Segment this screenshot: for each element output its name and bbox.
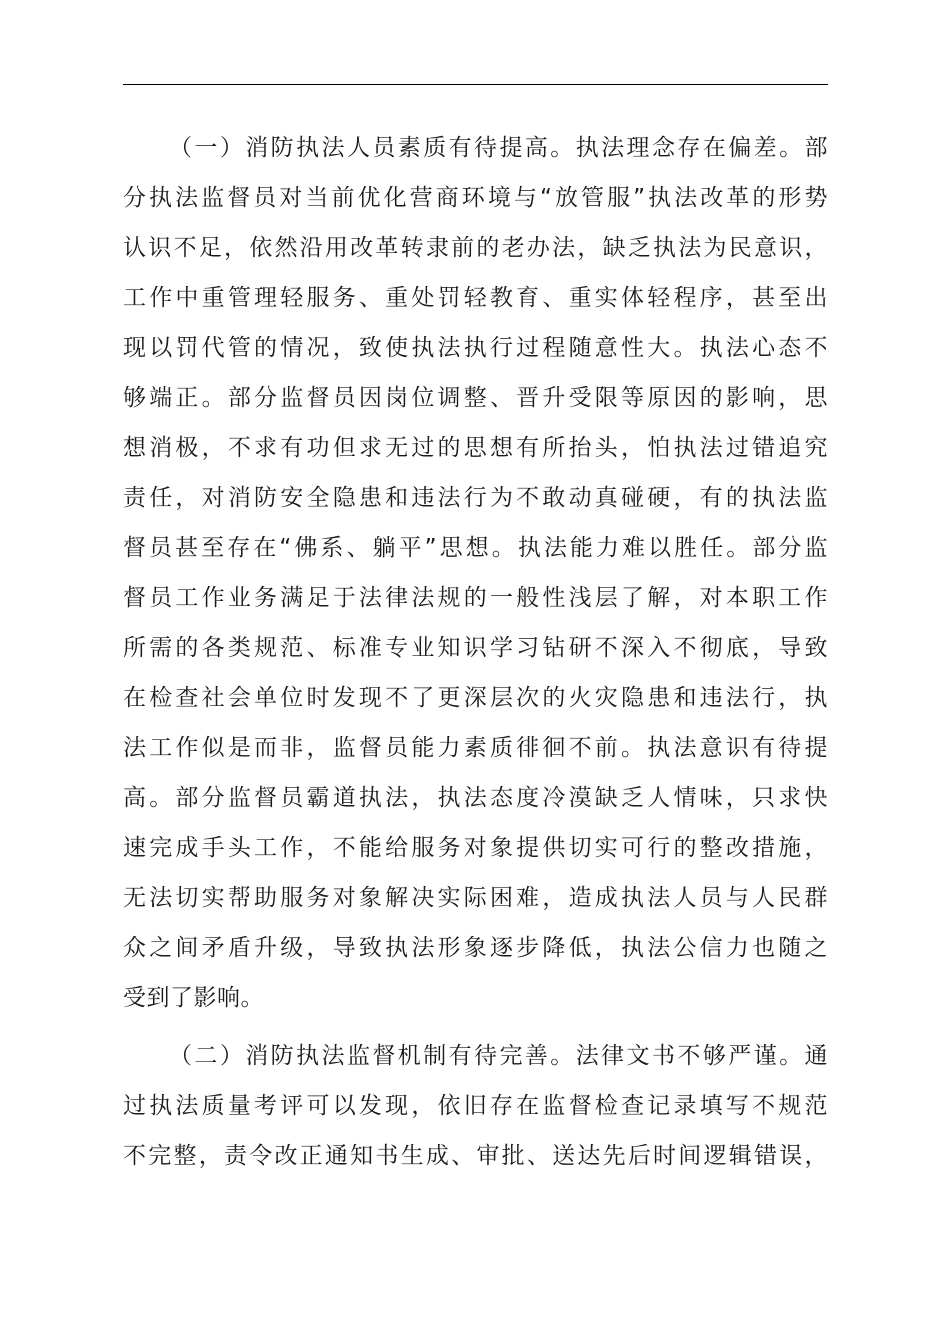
header-divider [123, 84, 828, 85]
text-line: 众之间矛盾升级，导致执法形象逐步降低，执法公信力也随之 [123, 935, 828, 961]
text-line: 工作中重管理轻服务、重处罚轻教育、重实体轻程序，甚至出 [123, 285, 828, 311]
text-line: 法工作似是而非，监督员能力素质徘徊不前。执法意识有待提 [123, 735, 828, 761]
paragraph-2 [123, 1031, 828, 1181]
text-line: （一）消防执法人员素质有待提高。执法理念存在偏差。部 [169, 135, 828, 161]
text-line: 在检查社会单位时发现不了更深层次的火灾隐患和违法行，执 [123, 685, 828, 711]
text-line: 督员甚至存在“佛系、躺平”思想。执法能力难以胜任。部分监 [123, 535, 828, 561]
document-body [123, 123, 828, 1189]
text-line: 分执法监督员对当前优化营商环境与“放管服”执法改革的形势 [123, 185, 828, 211]
text-line: 现以罚代管的情况，致使执法执行过程随意性大。执法心态不 [123, 335, 828, 361]
text-line: 督员工作业务满足于法律法规的一般性浅层了解，对本职工作 [123, 585, 828, 611]
text-line: 想消极，不求有功但求无过的思想有所抬头，怕执法过错追究 [123, 435, 828, 461]
text-line: 过执法质量考评可以发现，依旧存在监督检查记录填写不规范 [123, 1093, 828, 1119]
text-line: 受到了影响。 [123, 985, 264, 1011]
text-line: 责任，对消防安全隐患和违法行为不敢动真碰硬，有的执法监 [123, 485, 828, 511]
paragraph-1 [123, 123, 828, 1023]
text-line: 高。部分监督员霸道执法，执法态度冷漠缺乏人情味，只求快 [123, 785, 828, 811]
text-line: （二）消防执法监督机制有待完善。法律文书不够严谨。通 [169, 1043, 828, 1069]
text-line: 认识不足，依然沿用改革转隶前的老办法，缺乏执法为民意识， [123, 235, 828, 261]
text-line: 速完成手头工作，不能给服务对象提供切实可行的整改措施， [123, 835, 828, 861]
text-line: 不完整，责令改正通知书生成、审批、送达先后时间逻辑错误， [123, 1143, 828, 1169]
text-line: 够端正。部分监督员因岗位调整、晋升受限等原因的影响，思 [123, 385, 828, 411]
text-line: 所需的各类规范、标准专业知识学习钻研不深入不彻底，导致 [123, 635, 828, 661]
text-line: 无法切实帮助服务对象解决实际困难，造成执法人员与人民群 [123, 885, 828, 911]
